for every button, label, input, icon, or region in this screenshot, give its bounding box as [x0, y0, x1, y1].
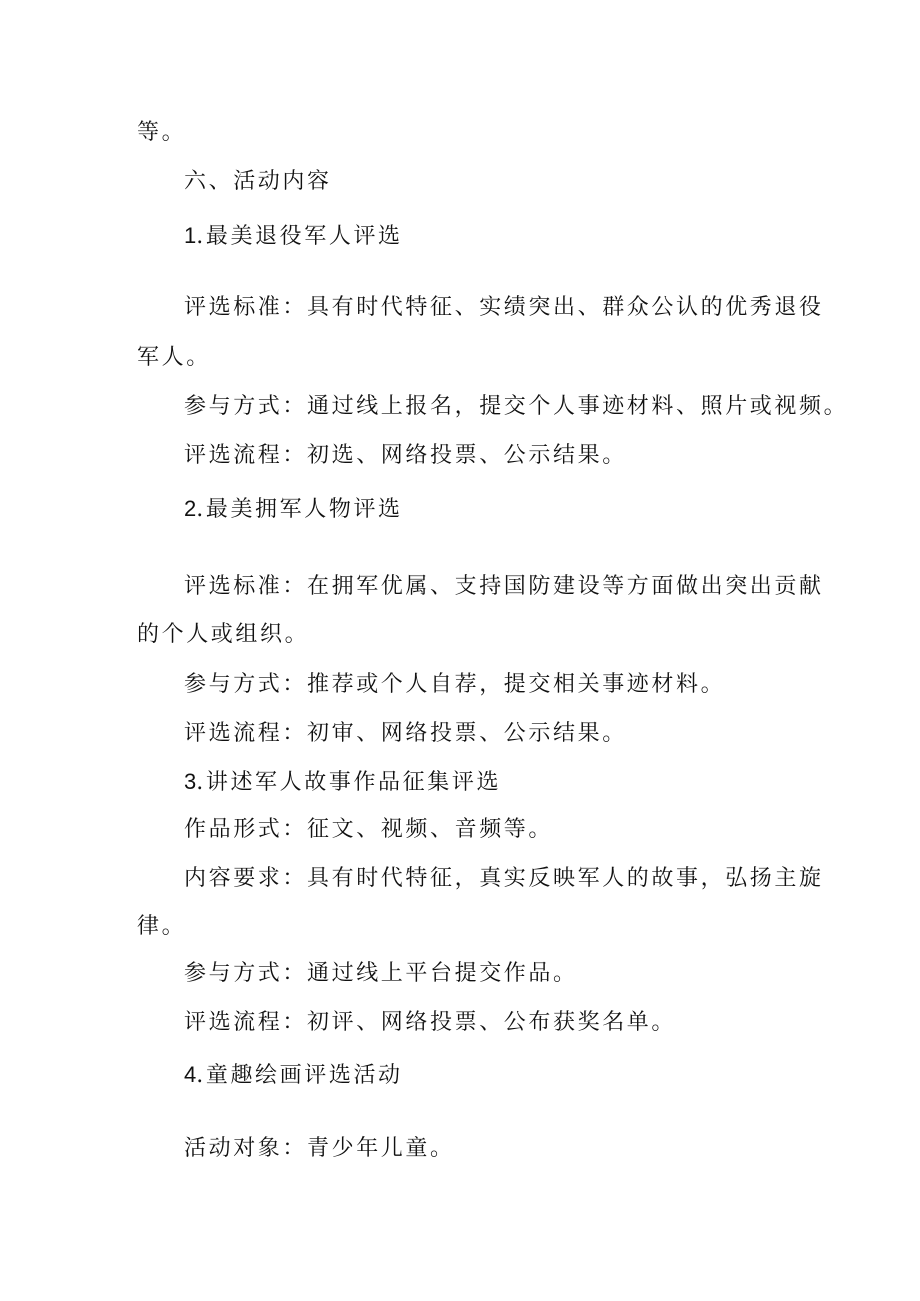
item-heading-4	[184, 1060, 403, 1091]
requirement-line-cont: 律。	[137, 914, 187, 939]
item-title: .最美拥军人物评选	[196, 497, 403, 522]
criteria-line-cont: 军人。	[137, 345, 211, 370]
item-title: .童趣绘画评选活动	[196, 1063, 403, 1088]
participation-line: 参与方式：推荐或个人自荐，提交相关事迹材料。	[184, 672, 726, 697]
paragraph-continuation: 等。	[137, 120, 187, 145]
criteria-line-cont: 的个人或组织。	[137, 622, 310, 647]
item-title: .最美退役军人评选	[196, 224, 403, 249]
requirement-line: 内容要求：具有时代特征，真实反映军人的故事，弘扬主旋	[184, 866, 824, 891]
participation-line: 参与方式：通过线上平台提交作品。	[184, 961, 578, 986]
format-line: 作品形式：征文、视频、音频等。	[184, 817, 554, 842]
process-line: 评选流程：初审、网络投票、公示结果。	[184, 721, 627, 746]
item-number: 4	[184, 1062, 197, 1087]
item-heading-1	[184, 221, 403, 252]
item-number: 2	[184, 496, 197, 521]
item-title: .讲述军人故事作品征集评选	[196, 770, 502, 795]
item-heading-2	[184, 494, 403, 525]
process-line: 评选流程：初评、网络投票、公布获奖名单。	[184, 1010, 677, 1035]
item-number: 1	[184, 223, 197, 248]
item-heading-3	[184, 767, 501, 798]
item-number: 3	[184, 769, 197, 794]
participation-line: 参与方式：通过线上报名，提交个人事迹材料、照片或视频。	[184, 394, 849, 419]
criteria-line: 评选标准：在拥军优属、支持国防建设等方面做出突出贡献	[184, 574, 824, 599]
section-heading-6: 六、活动内容	[184, 169, 332, 194]
criteria-line: 评选标准：具有时代特征、实绩突出、群众公认的优秀退役	[184, 295, 824, 320]
process-line: 评选流程：初选、网络投票、公示结果。	[184, 443, 627, 468]
audience-line: 活动对象：青少年儿童。	[184, 1136, 455, 1161]
